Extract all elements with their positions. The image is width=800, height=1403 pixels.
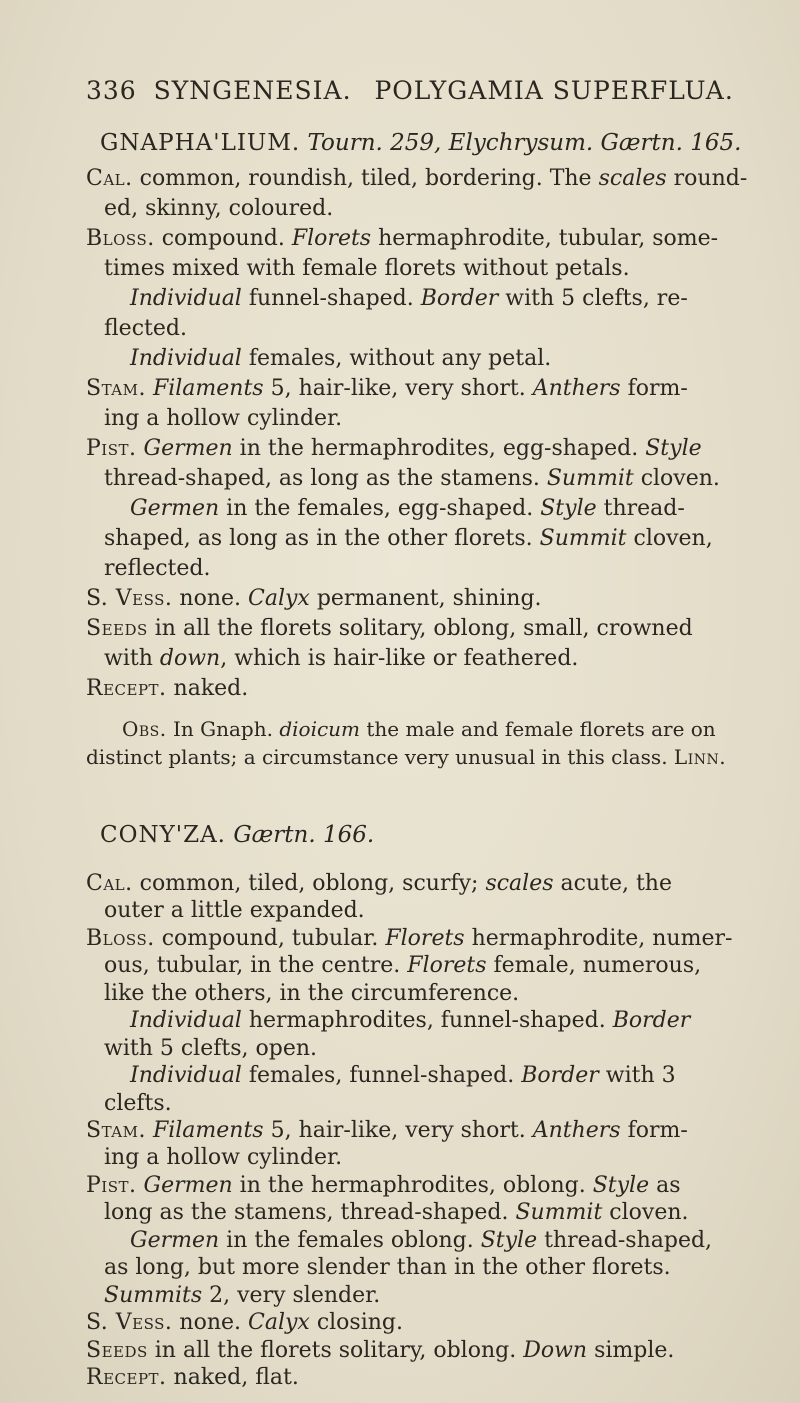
text-line: Recept. naked. xyxy=(86,676,249,701)
text-line: Bloss. compound. Florets hermaphrodite, tubular, some- xyxy=(86,226,719,251)
text-line: with down, which is hair-like or feathered. xyxy=(104,646,579,671)
text-line: shaped, as long as in the other florets. Summit cloven, xyxy=(104,526,713,551)
text-line: like the others, in the circumference. xyxy=(104,980,520,1006)
text-line: thread-shaped, as long as the stamens. Summit cloven. xyxy=(104,466,720,491)
text-line: Germen in the females oblong. Style thread-shaped, xyxy=(130,1227,713,1253)
text-line: Pist. Germen in the hermaphrodites, egg-shaped. Style xyxy=(86,436,702,461)
genus-heading-conyza xyxy=(100,822,374,848)
text-line: Seeds in all the florets solitary, oblong. Down simple. xyxy=(86,1337,675,1363)
text-line: reflected. xyxy=(104,556,211,581)
genus-heading-gnaphalium xyxy=(100,130,741,156)
text-line: Pist. Germen in the hermaphrodites, oblong. Style as xyxy=(86,1172,681,1198)
text-line: Summits 2, very slender. xyxy=(104,1282,381,1308)
observation-line: distinct plants; a circumstance very unusual in this class. Linn. xyxy=(86,745,727,769)
text-line: Stam. Filaments 5, hair-like, very short. Anthers form- xyxy=(86,1118,688,1143)
text-line: ing a hollow cylinder. xyxy=(104,1145,343,1171)
text-line: long as the stamens, thread-shaped. Summit cloven. xyxy=(104,1200,689,1226)
text-line: Cal. common, roundish, tiled, bordering. The scales round- xyxy=(86,166,748,191)
observation-line: Obs. In Gnaph. dioicum the male and female florets are on xyxy=(122,717,716,741)
text-line: Cal. common, tiled, oblong, scurfy; scales acute, the xyxy=(86,871,672,896)
text-line: Seeds in all the florets solitary, oblong, small, crowned xyxy=(86,616,693,641)
text-line: ing a hollow cylinder. xyxy=(104,406,343,431)
text-line: with 5 clefts, open. xyxy=(104,1035,318,1061)
text-line: ous, tubular, in the centre. Florets female, numerous, xyxy=(104,953,702,979)
text-line: as long, but more slender than in the other florets. xyxy=(104,1255,671,1281)
text-line: Germen in the females, egg-shaped. Style thread- xyxy=(130,496,685,521)
class-name: SYNGENESIA. xyxy=(153,76,352,105)
text-line: Individual females, funnel-shaped. Border with 3 xyxy=(130,1063,676,1089)
text-line: outer a little expanded. xyxy=(104,898,365,924)
genus-synonyms: Gærtn. 166. xyxy=(233,822,375,848)
text-line: S. Vess. none. Calyx permanent, shining. xyxy=(86,586,542,611)
text-line: flected. xyxy=(104,316,187,341)
genus-synonyms: Tourn. 259, Elychrysum. Gærtn. 165. xyxy=(307,130,742,156)
genus-name: CONY'ZA. xyxy=(100,822,226,848)
page-number: 336 xyxy=(86,76,137,105)
text-line: clefts. xyxy=(104,1090,172,1116)
text-line: ed, skinny, coloured. xyxy=(104,196,334,221)
text-line: Recept. naked, flat. xyxy=(86,1365,299,1390)
text-line: Individual females, without any petal. xyxy=(130,346,552,371)
order-name: POLYGAMIA SUPERFLUA. xyxy=(374,76,734,105)
text-line: Individual hermaphrodites, funnel-shaped. Border xyxy=(130,1008,691,1034)
running-header xyxy=(86,76,734,105)
text-line: times mixed with female florets without petals. xyxy=(104,256,630,281)
text-line: Stam. Filaments 5, hair-like, very short. Anthers form- xyxy=(86,376,688,401)
genus-name: GNAPHA'LIUM. xyxy=(100,130,301,156)
text-line: Bloss. compound, tubular. Florets hermaphrodite, numer- xyxy=(86,925,733,951)
text-line: S. Vess. none. Calyx closing. xyxy=(86,1310,403,1336)
text-line: Individual funnel-shaped. Border with 5 clefts, re- xyxy=(130,286,688,311)
